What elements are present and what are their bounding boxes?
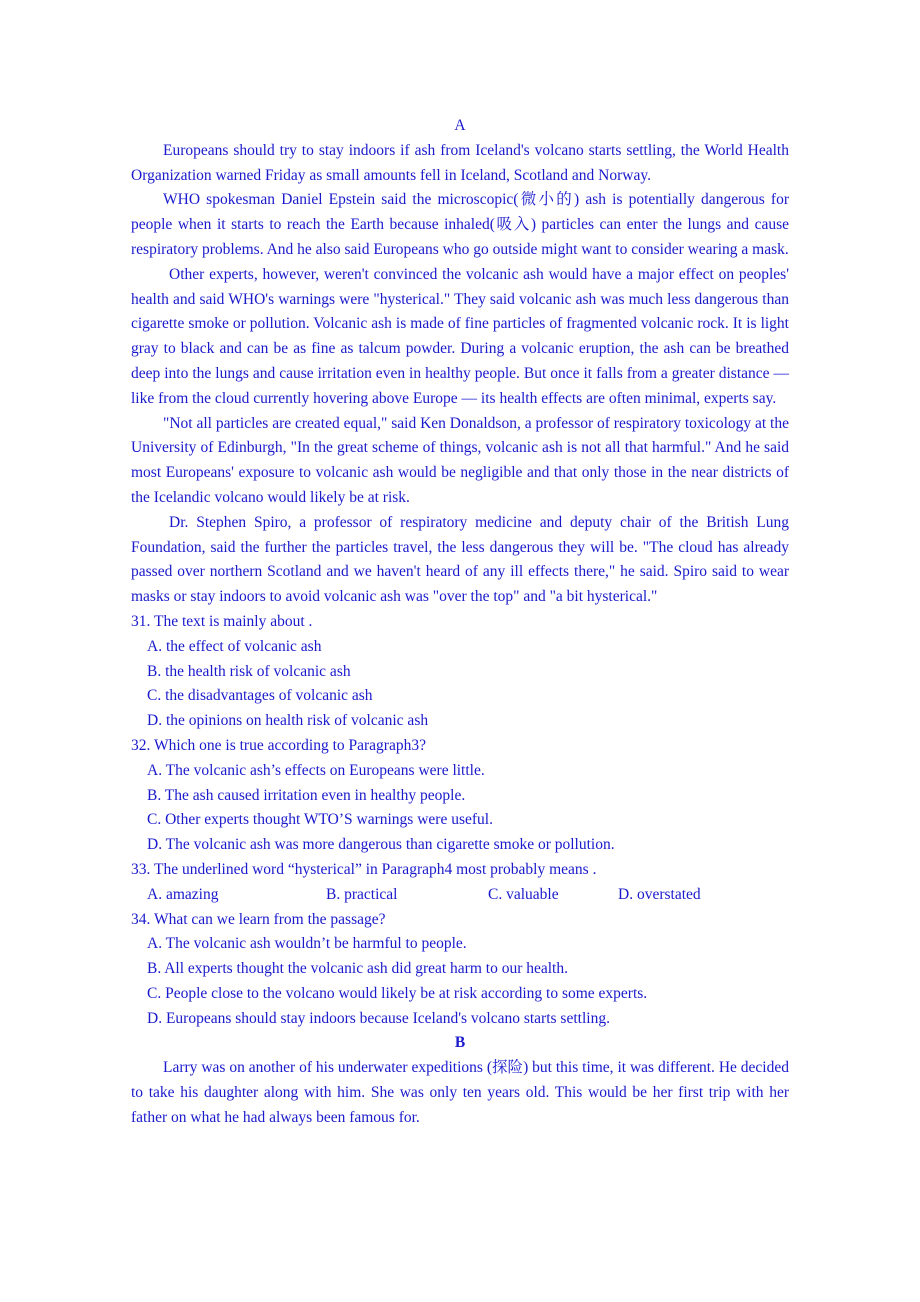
question-34-stem: 34. What can we learn from the passage? (131, 910, 386, 928)
question-32-option-c: C. Other experts thought WTO’S warnings were useful. (147, 811, 493, 829)
question-33-option-a: A. amazing (147, 885, 219, 903)
section-a-paragraph-4: "Not all particles are created equal," said Ken Donaldson, a professor of respiratory toxicology at the University of Edinburgh, "In the great scheme of things, volcanic ash is not all that harmful." And he said most Europeans' exposure to volcanic ash would be negligible and that only those in the near districts of the Icelandic volcano would likely be at risk. (131, 414, 789, 506)
question-31-option-a: A. the effect of volcanic ash (147, 637, 322, 655)
question-31-option-d: D. the opinions on health risk of volcanic ash (147, 712, 429, 730)
question-31-stem: 31. The text is mainly about . (131, 612, 313, 630)
question-31 (131, 610, 789, 734)
question-33-options-row (131, 883, 789, 908)
question-33-option-c: C. valuable (488, 885, 559, 903)
question-32-option-b: B. The ash caused irritation even in healthy people. (147, 786, 466, 804)
question-34-option-b: B. All experts thought the volcanic ash did great harm to our health. (147, 960, 568, 978)
question-33 (131, 858, 789, 908)
section-a-paragraph-2: WHO spokesman Daniel Epstein said the microscopic(微小的) ash is potentially dangerous for people when it starts to reach the Earth because inhaled(吸入) particles can enter the lungs and cause respiratory problems. And he also said Europeans who go outside might want to consider wearing a mask. (131, 191, 789, 258)
question-32 (131, 734, 789, 858)
question-31-option-b: B. the health risk of volcanic ash (147, 662, 351, 680)
question-32-stem: 32. Which one is true according to Paragraph3? (131, 736, 426, 754)
document-page (131, 114, 789, 1131)
question-34 (131, 908, 789, 1032)
question-34-option-c: C. People close to the volcano would likely be at risk according to some experts. (147, 984, 648, 1002)
question-32-option-a: A. The volcanic ash’s effects on Europeans were little. (147, 761, 485, 779)
section-a-paragraph-1: Europeans should try to stay indoors if ash from Iceland's volcano starts settling, the World Health Organization warned Friday as small amounts fell in Iceland, Scotland and Norway. (131, 141, 789, 184)
section-b-paragraph-1: Larry was on another of his underwater expeditions (探险) but this time, it was different. He decided to take his daughter along with him. She was only ten years old. This would be her first trip with her father on what he had always been famous for. (131, 1059, 789, 1126)
question-34-option-a: A. The volcanic ash wouldn’t be harmful to people. (147, 935, 467, 953)
question-33-stem: 33. The underlined word “hysterical” in Paragraph4 most probably means . (131, 860, 597, 878)
section-a-title: A (454, 117, 466, 134)
section-a-paragraph-5: Dr. Stephen Spiro, a professor of respiratory medicine and deputy chair of the British Lung Foundation, said the further the particles travel, the less dangerous they will be. "The cloud has already passed over northern Scotland and we haven't heard of any ill effects there," he said. Spiro said to wear masks or stay indoors to avoid volcanic ash was "over the top" and "a bit hysterical." (131, 513, 789, 606)
question-33-option-b: B. practical (326, 885, 398, 903)
question-32-option-d: D. The volcanic ash was more dangerous than cigarette smoke or pollution. (147, 836, 615, 854)
section-b-title: B (454, 1034, 466, 1052)
section-a-paragraph-3: Other experts, however, weren't convinced the volcanic ash would have a major effect on peoples' health and said WHO's warnings were "hysterical." They said volcanic ash was much less dangerous than cigarette smoke or pollution. Volcanic ash is made of fine particles of fragmented volcanic rock. It is light gray to black and can be as fine as talcum powder. During a volcanic eruption, the ash can be breathed deep into the lungs and cause irritation even in healthy people. But once it falls from a greater distance — like from the cloud currently hovering above Europe — its health effects are often minimal, experts say. (131, 265, 789, 407)
question-34-option-d: D. Europeans should stay indoors because Iceland's volcano starts settling. (147, 1009, 610, 1027)
question-31-option-c: C. the disadvantages of volcanic ash (147, 687, 373, 705)
question-33-option-d: D. overstated (618, 885, 701, 903)
